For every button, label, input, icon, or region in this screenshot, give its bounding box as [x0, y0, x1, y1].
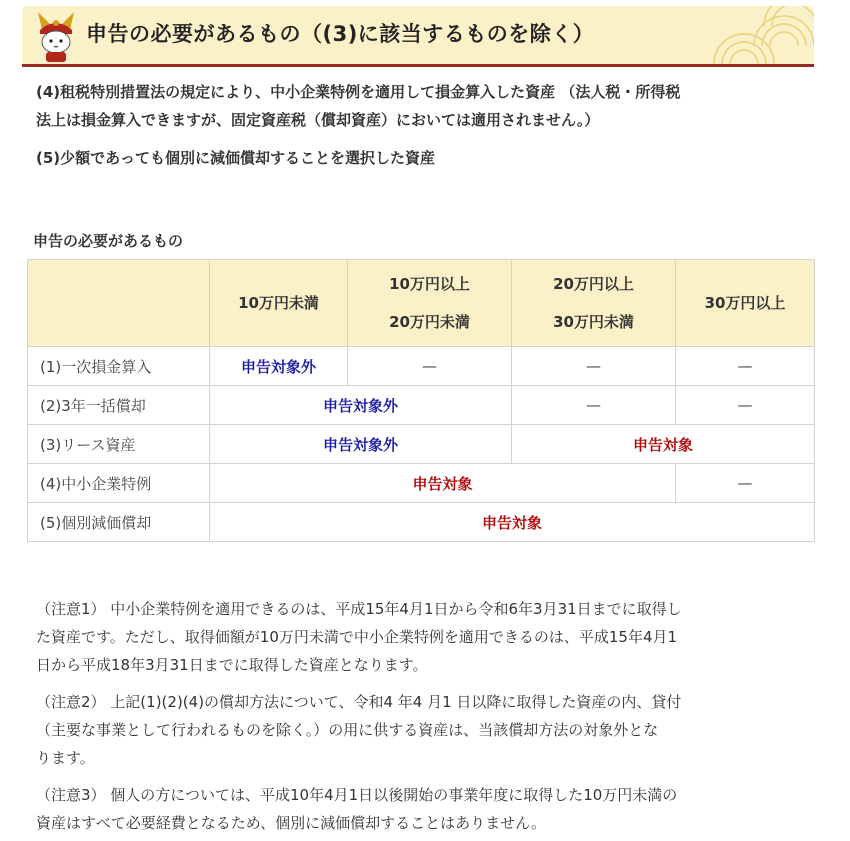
section-header — [22, 6, 814, 67]
row-label: (1)一次損金算入 — [28, 347, 210, 386]
dash-cell: — — [676, 347, 815, 386]
samurai-cat-mascot-icon — [28, 8, 84, 64]
declaration-table — [27, 259, 815, 542]
page-title: 申告の必要があるもの（(3)に該当するものを除く） — [86, 22, 595, 46]
header-corner — [28, 260, 210, 347]
memo-1-line2: た資産です。ただし、取得価額が10万円未満で中小企業特例を適用できるのは、平成15年4月1 — [36, 628, 678, 646]
status-cell: 申告対象 — [210, 464, 676, 503]
note-item-5: (5)少額であっても個別に減価償却することを選択した資産 — [36, 149, 436, 167]
table-row — [28, 425, 815, 464]
row-label: (4)中小企業特例 — [28, 464, 210, 503]
header-over-30man: 30万円以上 — [676, 260, 815, 347]
memo-3-line1: （注意3） 個人の方については、平成10年4月1日以後開始の事業年度に取得した10万円未満の — [36, 786, 678, 804]
table-header-row — [28, 260, 815, 347]
memo-1-line3: 日から平成18年3月31日までに取得した資産となります。 — [36, 656, 428, 674]
status-cell: 申告対象外 — [210, 347, 348, 386]
dash-cell: — — [676, 464, 815, 503]
status-cell: 申告対象外 — [210, 386, 512, 425]
table-row — [28, 464, 815, 503]
row-label: (5)個別減価償却 — [28, 503, 210, 542]
note-item-4-line2: 法上は損金算入できますが、固定資産税（償却資産）においては適用されません。） — [36, 111, 600, 129]
header-under-10man: 10万円未満 — [210, 260, 348, 347]
status-cell: 申告対象外 — [210, 425, 512, 464]
memo-2-line1: （注意2） 上記(1)(2)(4)の償却方法について、令和4 年4 月1 日以降に取得した資産の内、貸付 — [36, 693, 682, 711]
dash-cell: — — [512, 347, 676, 386]
header-20man-30man: 20万円以上 30万円未満 — [512, 260, 676, 347]
table-caption: 申告の必要があるもの — [33, 232, 184, 250]
memo-3-line2: 資産はすべて必要経費となるため、個別に減価償却することはありません。 — [36, 814, 547, 832]
memo-2-line3: ります。 — [36, 749, 95, 767]
status-cell: 申告対象 — [512, 425, 815, 464]
wave-pattern-decoration — [694, 6, 814, 64]
memo-1-line1: （注意1） 中小企業特例を適用できるのは、平成15年4月1日から令和6年3月31日までに取得し — [36, 600, 682, 618]
dash-cell: — — [512, 386, 676, 425]
dash-cell: — — [348, 347, 512, 386]
table-row — [28, 386, 815, 425]
header-10man-20man: 10万円以上 20万円未満 — [348, 260, 512, 347]
table-row — [28, 347, 815, 386]
dash-cell: — — [676, 386, 815, 425]
row-label: (3)リース資産 — [28, 425, 210, 464]
row-label: (2)3年一括償却 — [28, 386, 210, 425]
memo-2-line2: （主要な事業として行われるものを除く。）の用に供する資産は、当該償却方法の対象外とな — [36, 721, 659, 739]
table-row — [28, 503, 815, 542]
status-cell: 申告対象 — [210, 503, 815, 542]
note-item-4-line1: (4)租税特別措置法の規定により、中小企業特例を適用して損金算入した資産 （法人税・所得税 — [36, 83, 681, 101]
